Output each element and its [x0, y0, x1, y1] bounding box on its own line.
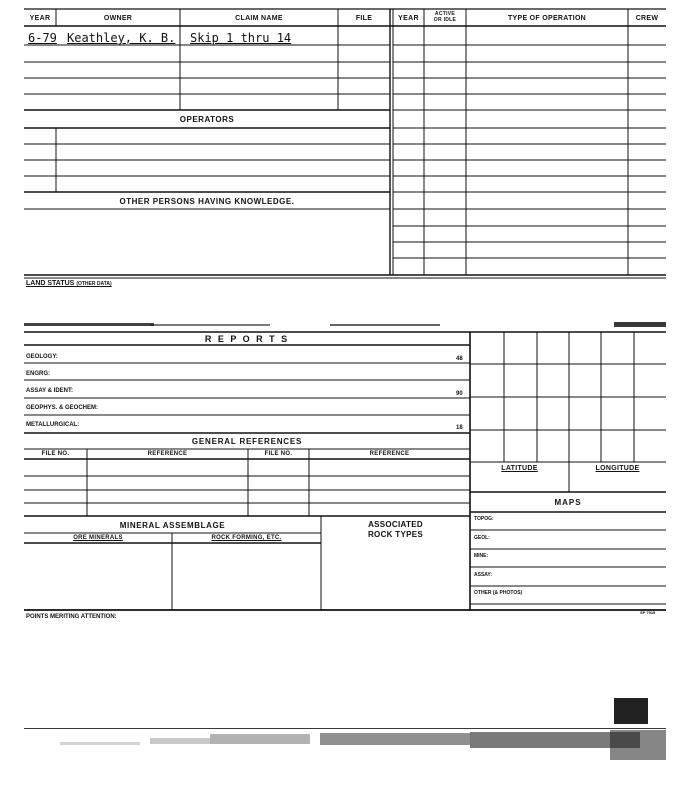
ref-col-file-no-2: FILE NO.	[264, 451, 293, 457]
maps-assay: ASSAY:	[474, 572, 493, 578]
mineral-assemblage-title: MINERAL ASSEMBLAGE	[119, 521, 226, 530]
entry-owner: Keathley, K. B.	[67, 31, 176, 45]
report-metallurgical-num: 18	[456, 425, 463, 431]
header-year: YEAR	[29, 15, 51, 22]
rock-types-label: ROCK TYPES	[367, 530, 423, 539]
maps-topog: TOPOG:	[474, 516, 494, 522]
header-file: FILE	[355, 15, 373, 22]
ref-col-file-no: FILE NO.	[41, 451, 70, 457]
latitude-label: LATITUDE	[501, 465, 538, 472]
entry-claim-name: Skip 1 thru 14	[190, 31, 292, 45]
header-owner: OWNER	[103, 15, 133, 22]
points-meriting-attention-label: POINTS MERITING ATTENTION:	[26, 614, 117, 620]
header-year-right: YEAR	[398, 15, 419, 22]
ref-col-reference: REFERENCE	[147, 451, 188, 457]
longitude-label: LONGITUDE	[595, 465, 640, 472]
ref-col-reference-2: REFERENCE	[369, 451, 410, 457]
maps-other: OTHER (& PHOTOS)	[474, 590, 523, 596]
report-engrg: ENGRG:	[26, 371, 50, 377]
header-active: ACTIVE	[434, 11, 456, 17]
land-status-text: LAND STATUS	[26, 280, 75, 287]
land-status-label	[26, 280, 112, 287]
header-type-of-operation: TYPE OF OPERATION	[507, 15, 587, 22]
general-references-title: GENERAL REFERENCES	[191, 437, 303, 446]
dark-block	[614, 698, 648, 724]
rock-forming-label: ROCK FORMING, ETC.	[211, 535, 282, 541]
entry-year: 6-79	[28, 31, 57, 45]
ore-minerals-label: ORE MINERALS	[73, 535, 123, 541]
header-crew: CREW	[635, 15, 659, 22]
form-number: SP 7915	[640, 610, 656, 615]
land-status-sub: (OTHER DATA)	[76, 281, 112, 287]
reports-title: R E P O R T S	[204, 334, 290, 344]
associated-label: ASSOCIATED	[368, 520, 423, 529]
other-persons-title: OTHER PERSONS HAVING KNOWLEDGE.	[119, 197, 295, 206]
report-geology-num: 48	[456, 356, 463, 362]
report-assay-num: 90	[456, 391, 463, 397]
operators-title: OPERATORS	[179, 115, 235, 124]
report-geology: GEOLOGY:	[26, 354, 58, 360]
header-claim-name: CLAIM NAME	[235, 15, 283, 22]
maps-title: MAPS	[554, 498, 582, 507]
maps-geol: GEOL:	[474, 535, 490, 541]
maps-mine: MINE:	[474, 553, 489, 559]
header-or-idle: OR IDLE	[433, 17, 457, 23]
report-geophys: GEOPHYS. & GEOCHEM:	[26, 405, 99, 411]
report-assay: ASSAY & IDENT:	[26, 388, 74, 394]
report-metallurgical: METALLURGICAL:	[26, 422, 80, 428]
